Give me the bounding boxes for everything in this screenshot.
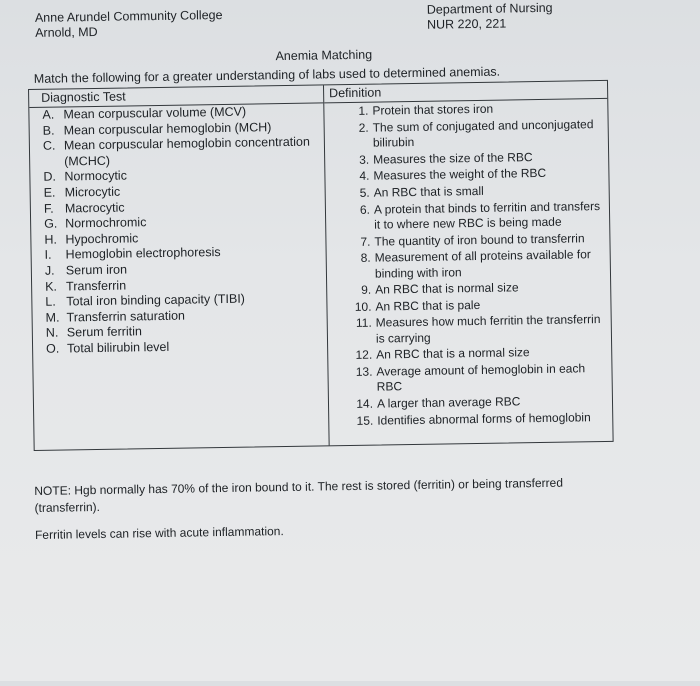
definition-text: An RBC that is a normal size bbox=[376, 345, 530, 362]
course-number: NUR 220, 221 bbox=[426, 16, 507, 32]
definition-header: Definition bbox=[324, 81, 607, 103]
definition-number: 11. bbox=[355, 316, 372, 331]
definition-text: Measurement of all proteins available for binding with iron bbox=[374, 247, 591, 281]
definition-text: An RBC that is normal size bbox=[375, 280, 519, 297]
definition-item bbox=[328, 312, 611, 347]
test-item bbox=[30, 135, 324, 171]
test-text: Macrocytic bbox=[64, 200, 125, 216]
worksheet-title: Anemia Matching bbox=[275, 47, 373, 64]
definition-text: A larger than average RBC bbox=[376, 394, 521, 411]
test-text: Total iron binding capacity (TIBI) bbox=[66, 291, 246, 309]
definition-list bbox=[324, 100, 612, 429]
ferritin-note: Ferritin levels can rise with acute inflammation. bbox=[34, 524, 284, 542]
test-text: Total bilirubin level bbox=[66, 339, 170, 356]
college-location: Arnold, MD bbox=[35, 24, 98, 40]
definition-number: 9. bbox=[361, 282, 372, 297]
definition-number: 10. bbox=[354, 299, 372, 314]
definition-text: Measures the size of the RBC bbox=[373, 149, 533, 167]
test-text: Hemoglobin electrophoresis bbox=[65, 245, 221, 262]
definition-number: 1. bbox=[358, 103, 369, 119]
diagnostic-test-column bbox=[29, 85, 330, 450]
test-letter: F. bbox=[43, 201, 54, 216]
definition-number: 2. bbox=[358, 120, 369, 135]
definition-number: 12. bbox=[355, 347, 373, 363]
test-letter: O. bbox=[45, 341, 60, 356]
definition-text: Measures the weight of the RBC bbox=[373, 166, 547, 183]
test-text: Mean corpuscular hemoglobin (MCH) bbox=[63, 119, 272, 138]
matching-table bbox=[28, 80, 614, 451]
test-text: Hypochromic bbox=[65, 231, 139, 247]
department-header bbox=[427, 1, 553, 33]
definition-item bbox=[325, 117, 608, 152]
definition-item bbox=[328, 361, 611, 396]
instructions: Match the following for a greater understanding of labs used to determined anemias. bbox=[33, 64, 501, 86]
college-header bbox=[35, 8, 223, 41]
test-letter: N. bbox=[45, 325, 59, 341]
test-text: Serum iron bbox=[65, 262, 128, 278]
test-text: Transferrin saturation bbox=[66, 308, 186, 325]
department-name: Department of Nursing bbox=[426, 0, 553, 17]
test-letter: C. bbox=[42, 138, 56, 153]
definition-text: Average amount of hemoglobin in each RBC bbox=[376, 361, 586, 394]
test-text: Normocytic bbox=[64, 168, 128, 184]
college-name: Anne Arundel Community College bbox=[34, 7, 223, 25]
diagnostic-test-header: Diagnostic Test bbox=[29, 85, 323, 108]
definition-number: 14. bbox=[356, 396, 374, 411]
definition-text: Identifies abnormal forms of hemoglobin bbox=[377, 409, 591, 428]
definition-text: The quantity of iron bound to transferrin bbox=[374, 230, 585, 249]
definition-text: An RBC that is pale bbox=[375, 297, 481, 314]
test-text: Mean corpuscular volume (MCV) bbox=[63, 104, 247, 122]
definition-text: Measures how much ferritin the transferrin is carrying bbox=[375, 312, 601, 346]
definition-item bbox=[327, 247, 610, 282]
test-letter: K. bbox=[45, 279, 58, 294]
definition-number: 4. bbox=[359, 169, 370, 184]
definition-number: 8. bbox=[360, 250, 371, 265]
definition-text: A protein that binds to ferritin and transfers it to where new RBC is being made bbox=[373, 198, 601, 232]
test-text: Serum ferritin bbox=[66, 324, 142, 340]
test-letter: L. bbox=[45, 294, 56, 309]
definition-number: 13. bbox=[355, 364, 373, 379]
test-text: Normochromic bbox=[65, 215, 147, 231]
test-letter: E. bbox=[43, 185, 56, 200]
definition-column bbox=[324, 81, 613, 445]
test-text: Transferrin bbox=[66, 278, 127, 293]
test-text: Mean corpuscular hemoglobin concentration (MCHC) bbox=[63, 134, 310, 169]
definition-item bbox=[329, 409, 612, 429]
definition-number: 3. bbox=[359, 152, 370, 167]
test-letter: B. bbox=[42, 123, 55, 138]
definition-number: 6. bbox=[359, 202, 371, 217]
test-list bbox=[29, 103, 327, 357]
definition-number: 15. bbox=[356, 413, 374, 428]
test-letter: H. bbox=[44, 232, 57, 247]
definition-number: 5. bbox=[359, 185, 370, 200]
definition-item bbox=[326, 198, 609, 233]
test-letter: A. bbox=[42, 107, 55, 122]
test-text: Microcytic bbox=[64, 184, 121, 200]
hgb-note: NOTE: Hgb normally has 70% of the iron bound to it. The rest is stored (ferritin) or being transferred (transferrin). bbox=[34, 475, 564, 515]
definition-text: An RBC that is small bbox=[373, 183, 484, 200]
test-letter: D. bbox=[43, 169, 57, 185]
test-letter: G. bbox=[44, 216, 58, 231]
definition-text: Protein that stores iron bbox=[372, 101, 494, 118]
test-letter: I. bbox=[44, 248, 52, 263]
test-letter: M. bbox=[45, 310, 60, 325]
definition-text: The sum of conjugated and unconjugated bilirubin bbox=[372, 116, 594, 150]
test-item bbox=[33, 337, 327, 357]
test-letter: J. bbox=[44, 263, 55, 278]
definition-number: 7. bbox=[360, 234, 371, 249]
